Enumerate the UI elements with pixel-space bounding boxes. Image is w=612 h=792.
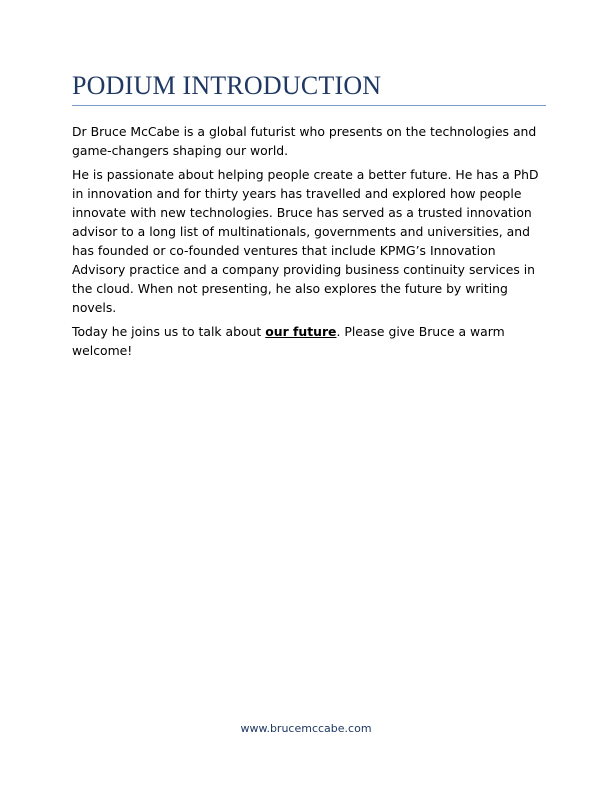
title-divider	[72, 105, 546, 106]
document-body	[72, 122, 544, 365]
closing-text-after: . Please give Bruce a warm welcome!	[72, 324, 505, 358]
intro-paragraph: Dr Bruce McCabe is a global futurist who presents on the technologies and game-changers shaping our world.	[72, 124, 537, 158]
closing-text-before: Today he joins us to talk about	[72, 324, 266, 339]
closing-topic: our future	[265, 324, 337, 339]
closing-paragraph	[72, 322, 544, 360]
document-title: PODIUM INTRODUCTION	[72, 71, 382, 100]
bio-paragraph: He is passionate about helping people create a better future. He has a PhD in innovation and for thirty years has travelled and explored how people innovate with new technologies. Bruce has served as a trusted innovation advisor to a long list of multinationals, governments and universities, and has founded or co-founded ventures that include KPMG’s Innovation Advisory practice and a company providing business continuity services in the cloud. When not presenting, he also explores the future by writing novels.	[72, 167, 539, 315]
footer-website-link[interactable]: www.brucemccabe.com	[240, 722, 372, 735]
